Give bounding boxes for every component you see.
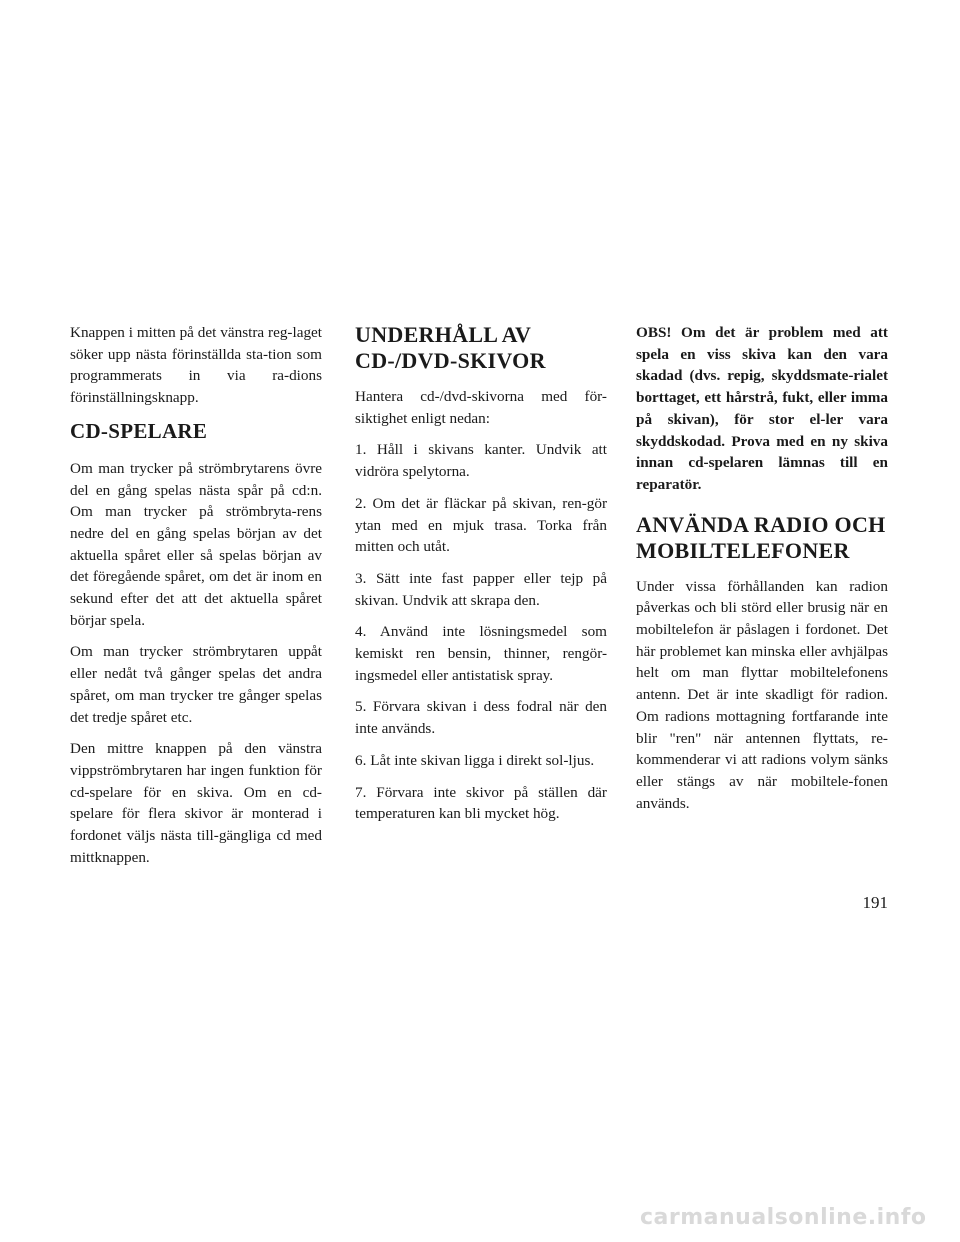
- section-heading-cd-player: CD-SPELARE: [70, 418, 208, 443]
- section-heading-radio-mobile: ANVÄNDA RADIO OCH MOBILTELEFONER: [636, 511, 886, 563]
- watermark: carmanualsonline.info: [640, 1205, 927, 1230]
- intro-paragraph: Knappen i mitten på det vänstra reg-laget söker upp nästa förinställda sta-tion som programmerats in via ra-dions förinställningsknapp.: [70, 324, 322, 407]
- paragraph: Den mittre knappen på den vänstra vippströmbrytaren har ingen funktion för cd-spelare för en skiva. Om en cd-spelare för flera skivor är monterad i fordonet väljs nästa till-gängliga cd med mittknappen.: [70, 740, 322, 866]
- note-paragraph: OBS! Om det är problem med att spela en viss skiva kan den vara skadad (dvs. repig, skyddsmate-rialet borttaget, ett hårstrå, fukt, eller imma på skivan), för stor el-ler vara skyddskodad. Prova med en ny skiva innan cd-spelaren lämnas till en reparatör.: [636, 324, 888, 493]
- list-item: 7. Förvara inte skivor på ställen där temperaturen kan bli mycket hög.: [355, 783, 607, 823]
- column-middle: [355, 322, 607, 835]
- list-item: 4. Använd inte lösningsmedel som kemiskt ren bensin, thinner, rengör-ingsmedel eller antistatisk spray.: [355, 623, 607, 684]
- list-item: 1. Håll i skivans kanter. Undvik att vidröra spelytorna.: [355, 441, 607, 481]
- page-number: 191: [862, 893, 888, 912]
- column-left: [70, 322, 322, 878]
- list-item: 3. Sätt inte fast papper eller tejp på skivan. Undvik att skrapa den.: [355, 569, 607, 609]
- column-right: [636, 322, 888, 824]
- paragraph: Om man trycker strömbrytaren uppåt eller nedåt två gånger spelas det andra spåret, om man trycker tre gånger spelas det tredje spåret etc.: [70, 643, 322, 726]
- intro-paragraph: Hantera cd-/dvd-skivorna med för-siktighet enligt nedan:: [355, 388, 607, 427]
- list-item: 2. Om det är fläckar på skivan, ren-gör ytan med en mjuk trasa. Torka från mitten och utåt.: [355, 494, 607, 556]
- section-heading-disc-maintenance: UNDERHÅLL AV CD-/DVD-SKIVOR: [355, 322, 546, 373]
- list-item: 5. Förvara skivan i dess fodral när den inte används.: [355, 698, 607, 738]
- paragraph: Under vissa förhållanden kan radion påverkas och bli störd eller brusig när en mobiltelefon är påslagen i fordonet. Det här problemet kan minska eller avhjälpas helt om man flyttar mobiltelefonens antenn. Det är inte skadligt för radion. Om radions mottagning fortfarande inte blir "ren" när antennen flyttats, re-kommenderar vi att radions volym sänks eller stängs av när mobiltele-fonen används.: [636, 577, 888, 812]
- list-item: 6. Låt inte skivan ligga i direkt sol-ljus.: [355, 751, 595, 769]
- paragraph: Om man trycker på strömbrytarens övre del en gång spelas nästa spår på cd:n. Om man trycker på strömbryta-rens nedre del en gång spelas början av det aktuella spåret eller så spelas början av det föregående spåret, om det är inom en sekund efter det att det aktuella spåret börjar spela.: [70, 459, 322, 629]
